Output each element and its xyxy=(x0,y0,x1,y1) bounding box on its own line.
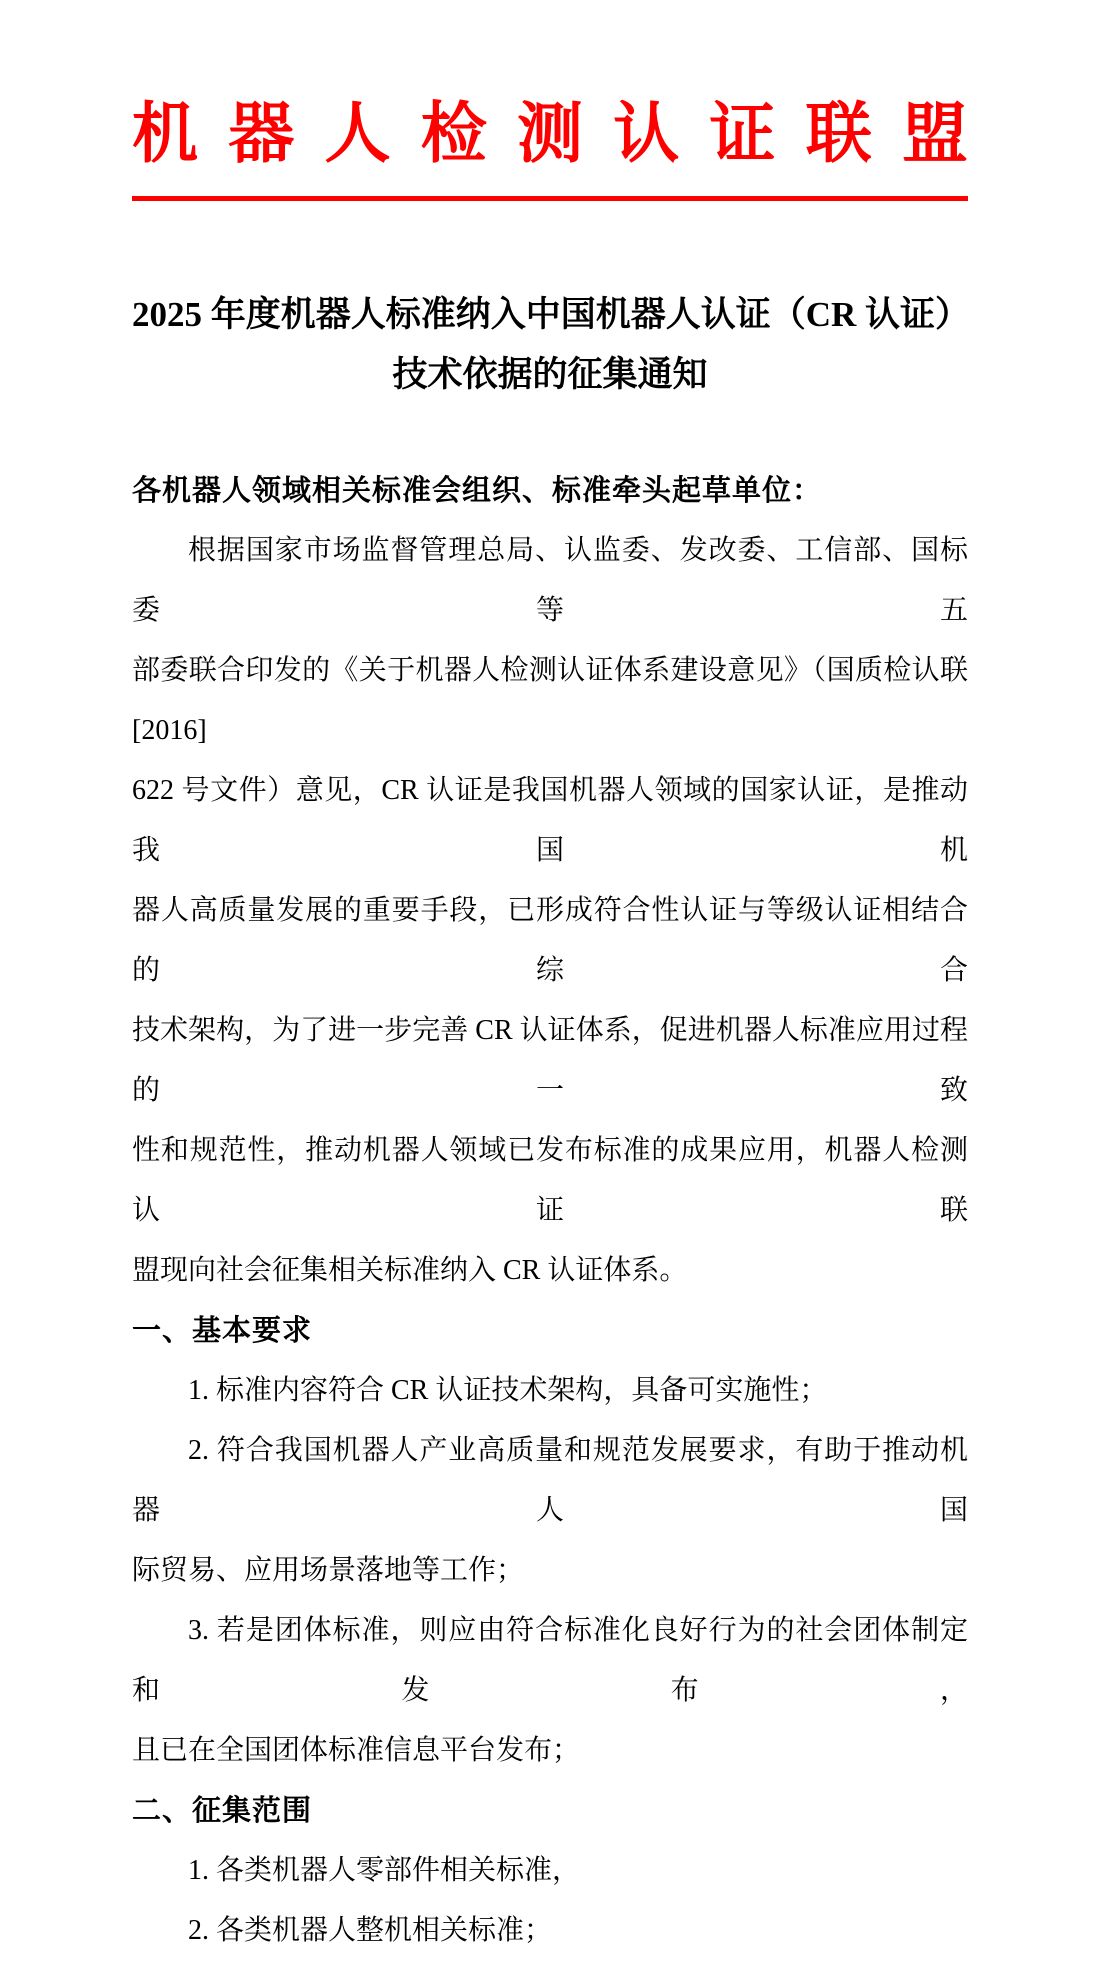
document-line: 性和规范性，推动机器人领域已发布标准的成果应用，机器人检测认证联 xyxy=(132,1135,968,1227)
org-title-char: 器 xyxy=(228,98,295,171)
letterhead xyxy=(132,100,968,201)
document-line: 1. 标准内容符合 CR 认证技术架构，具备可实施性； xyxy=(188,1375,828,1407)
document-line: 一、基本要求 xyxy=(132,1315,313,1348)
document-line: 技术架构，为了进一步完善 CR 认证体系，促进机器人标准应用过程的一致 xyxy=(132,1015,968,1107)
org-title-char: 人 xyxy=(324,98,391,171)
header-rule xyxy=(132,196,968,201)
org-title-char: 机 xyxy=(132,98,198,171)
org-title-char: 认 xyxy=(613,98,680,171)
document-line: 3. 若是团体标准，则应由符合标准化良好行为的社会团体制定和发布， xyxy=(132,1615,968,1707)
org-title-char: 测 xyxy=(517,98,583,171)
document-line: 2. 符合我国机器人产业高质量和规范发展要求，有助于推动机器人国 xyxy=(132,1435,968,1527)
org-title-char: 联 xyxy=(805,98,872,171)
document-line: 根据国家市场监督管理总局、认监委、发改委、工信部、国标委等五 xyxy=(132,535,968,627)
document-line: 622 号文件）意见，CR 认证是我国机器人领域的国家认证，是推动我国机 xyxy=(132,775,968,867)
org-title xyxy=(132,100,968,169)
document-line: 1. 各类机器人零部件相关标准， xyxy=(188,1855,581,1887)
document-line: 2. 各类机器人整机相关标准； xyxy=(188,1915,553,1947)
document-body xyxy=(132,461,968,1961)
document-line: 际贸易、应用场景落地等工作； xyxy=(132,1555,525,1587)
doc-title-line-1: 2025 年度机器人标准纳入中国机器人认证（CR 认证） xyxy=(132,295,971,335)
document-line: 盟现向社会征集相关标准纳入 CR 认证体系。 xyxy=(132,1255,688,1287)
document-line: 器人高质量发展的重要手段，已形成符合性认证与等级认证相结合的综合 xyxy=(132,895,968,987)
document-line: 二、征集范围 xyxy=(132,1795,313,1828)
org-title-char: 盟 xyxy=(902,98,968,171)
org-title-char: 检 xyxy=(420,98,487,171)
document-line: 且已在全国团体标准信息平台发布； xyxy=(132,1735,581,1767)
document-line: 各机器人领域相关标准会组织、标准牵头起草单位： xyxy=(132,475,823,508)
document-line: 部委联合印发的《关于机器人检测认证体系建设意见》（国质检认联[2016] xyxy=(132,655,968,747)
org-title-char: 证 xyxy=(709,98,776,171)
doc-title-line-2: 技术依据的征集通知 xyxy=(392,355,708,395)
doc-title xyxy=(132,285,971,405)
